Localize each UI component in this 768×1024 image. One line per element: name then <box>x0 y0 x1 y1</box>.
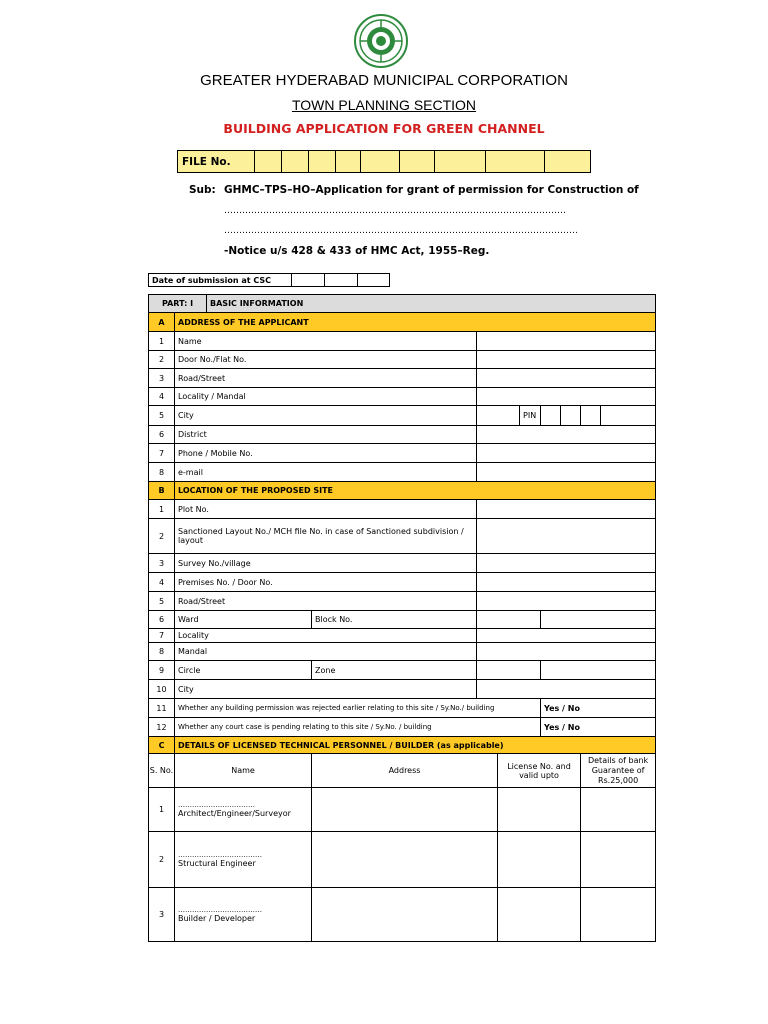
section-a-title: ADDRESS OF THE APPLICANT <box>175 313 656 332</box>
mandal-input[interactable] <box>477 643 656 661</box>
name-blank: …………………………… <box>178 801 255 809</box>
row-number: 2 <box>149 519 175 554</box>
row-number: 2 <box>149 351 175 369</box>
row-number: 5 <box>149 406 175 426</box>
table-row <box>149 592 656 611</box>
circle-input[interactable] <box>477 661 541 680</box>
table-header-row <box>149 754 656 788</box>
pin-label: PIN <box>520 406 541 426</box>
field-label: Name <box>175 332 477 351</box>
yes-no-choice[interactable]: Yes / No <box>541 699 656 718</box>
site-locality-input[interactable] <box>477 629 656 643</box>
table-row <box>149 788 656 832</box>
table-row <box>149 832 656 888</box>
license-cell[interactable] <box>498 832 581 888</box>
file-no-cell[interactable] <box>336 151 361 173</box>
row-number: 11 <box>149 699 175 718</box>
email-input[interactable] <box>477 463 656 482</box>
row-number: 1 <box>149 500 175 519</box>
row-number: 4 <box>149 573 175 592</box>
personnel-cell[interactable] <box>175 832 312 888</box>
table-row <box>149 611 656 629</box>
row-number: 5 <box>149 592 175 611</box>
plot-no-input[interactable] <box>477 500 656 519</box>
table-row <box>149 888 656 942</box>
table-row <box>149 519 656 554</box>
part-title: BASIC INFORMATION <box>207 295 656 313</box>
part-header-row <box>149 295 656 313</box>
row-number: 7 <box>149 444 175 463</box>
date-cell[interactable] <box>325 274 358 287</box>
premises-no-input[interactable] <box>477 573 656 592</box>
section-b-header <box>149 482 656 500</box>
pin-digit[interactable] <box>601 406 656 426</box>
section-title: TOWN PLANNING SECTION <box>291 97 477 113</box>
field-label: Locality <box>175 629 477 643</box>
field-label: Road/Street <box>175 592 477 611</box>
file-no-cell[interactable] <box>486 151 545 173</box>
section-a-letter: A <box>149 313 175 332</box>
section-c-header <box>149 737 656 754</box>
zone-input[interactable] <box>541 661 656 680</box>
row-number: 3 <box>149 888 175 942</box>
file-no-box <box>177 150 591 173</box>
row-number: 3 <box>149 369 175 388</box>
table-row <box>149 500 656 519</box>
subject-line-4: -Notice u/s 428 & 433 of HMC Act, 1955–Reg. <box>224 245 490 257</box>
field-label: City <box>175 680 477 699</box>
col-header-name: Name <box>175 754 312 788</box>
application-title: BUILDING APPLICATION FOR GREEN CHANNEL <box>223 121 545 136</box>
row-number: 1 <box>149 332 175 351</box>
table-row <box>149 718 656 737</box>
col-header-license: License No. and valid upto <box>498 754 581 788</box>
field-label: Mandal <box>175 643 477 661</box>
section-a-header <box>149 313 656 332</box>
file-no-cell[interactable] <box>400 151 435 173</box>
name-blank: ……………………………… <box>178 851 262 859</box>
subject-line-1: GHMC–TPS–HO–Application for grant of permission for Construction of <box>224 184 639 196</box>
file-no-cell[interactable] <box>282 151 309 173</box>
file-no-cell[interactable] <box>361 151 400 173</box>
date-cell[interactable] <box>292 274 325 287</box>
row-number: 1 <box>149 788 175 832</box>
field-label: Locality / Mandal <box>175 388 477 406</box>
file-no-cell[interactable] <box>545 151 591 173</box>
row-number: 7 <box>149 629 175 643</box>
table-row <box>149 661 656 680</box>
address-cell[interactable] <box>312 788 498 832</box>
personnel-role: Builder / Developer <box>178 914 256 923</box>
personnel-role: Structural Engineer <box>178 859 256 868</box>
table-row <box>149 554 656 573</box>
row-number: 3 <box>149 554 175 573</box>
date-of-submission-box <box>148 273 390 287</box>
district-input[interactable] <box>477 426 656 444</box>
yes-no-choice[interactable]: Yes / No <box>541 718 656 737</box>
name-input[interactable] <box>477 332 656 351</box>
col-header-sno: S. No. <box>149 754 175 788</box>
table-row <box>149 351 656 369</box>
personnel-cell[interactable] <box>175 788 312 832</box>
table-row <box>149 699 656 718</box>
field-label: e-mail <box>175 463 477 482</box>
table-row <box>149 629 656 643</box>
bank-guarantee-cell[interactable] <box>581 888 656 942</box>
field-label: Phone / Mobile No. <box>175 444 477 463</box>
part-number: PART: I <box>149 295 207 313</box>
field-label: Plot No. <box>175 500 477 519</box>
personnel-cell[interactable] <box>175 888 312 942</box>
field-label: Road/Street <box>175 369 477 388</box>
table-row <box>149 369 656 388</box>
file-no-cell[interactable] <box>309 151 336 173</box>
table-row <box>149 573 656 592</box>
field-label: Zone <box>312 661 477 680</box>
table-row <box>149 463 656 482</box>
city-input[interactable] <box>477 406 520 426</box>
application-form-table <box>148 294 656 942</box>
subject-line-2: …………………………………………………………………………………………………… <box>224 206 566 216</box>
row-number: 2 <box>149 832 175 888</box>
table-row <box>149 332 656 351</box>
address-cell[interactable] <box>312 832 498 888</box>
table-row <box>149 680 656 699</box>
col-header-address: Address <box>312 754 498 788</box>
row-number: 6 <box>149 611 175 629</box>
locality-mandal-input[interactable] <box>477 388 656 406</box>
row-number: 8 <box>149 643 175 661</box>
door-no-input[interactable] <box>477 351 656 369</box>
field-label: Block No. <box>312 611 477 629</box>
table-row <box>149 426 656 444</box>
date-cell[interactable] <box>358 274 390 287</box>
ward-input[interactable] <box>477 611 541 629</box>
license-cell[interactable] <box>498 888 581 942</box>
bank-guarantee-cell[interactable] <box>581 832 656 888</box>
table-row <box>149 643 656 661</box>
license-cell[interactable] <box>498 788 581 832</box>
file-no-label: FILE No. <box>178 151 255 173</box>
pin-digit[interactable] <box>581 406 601 426</box>
ghmc-emblem-icon <box>354 14 408 68</box>
field-label: Survey No./village <box>175 554 477 573</box>
file-no-cell[interactable] <box>435 151 486 173</box>
field-label: Ward <box>175 611 312 629</box>
phone-input[interactable] <box>477 444 656 463</box>
table-row <box>149 388 656 406</box>
row-number: 10 <box>149 680 175 699</box>
field-label: Sanctioned Layout No./ MCH file No. in case of Sanctioned subdivision / layout <box>175 519 477 554</box>
date-of-submission-label: Date of submission at CSC <box>149 274 292 287</box>
road-street-input[interactable] <box>477 369 656 388</box>
layout-no-input[interactable] <box>477 519 656 554</box>
bank-guarantee-cell[interactable] <box>581 788 656 832</box>
section-b-title: LOCATION OF THE PROPOSED SITE <box>175 482 656 500</box>
site-city-input[interactable] <box>477 680 656 699</box>
site-road-input[interactable] <box>477 592 656 611</box>
address-cell[interactable] <box>312 888 498 942</box>
section-b-letter: B <box>149 482 175 500</box>
field-label: Circle <box>175 661 312 680</box>
table-row <box>149 444 656 463</box>
question-text: Whether any building permission was rejected earlier relating to this site / Sy.No./ building <box>175 699 541 718</box>
question-text: Whether any court case is pending relating to this site / Sy.No. / building <box>175 718 541 737</box>
row-number: 12 <box>149 718 175 737</box>
name-blank: ……………………………… <box>178 906 262 914</box>
table-row <box>149 406 656 426</box>
section-c-title: DETAILS OF LICENSED TECHNICAL PERSONNEL / BUILDER (as applicable) <box>175 737 656 754</box>
survey-no-input[interactable] <box>477 554 656 573</box>
row-number: 6 <box>149 426 175 444</box>
personnel-role: Architect/Engineer/Surveyor <box>178 809 291 818</box>
field-label: District <box>175 426 477 444</box>
file-no-cell[interactable] <box>255 151 282 173</box>
block-no-input[interactable] <box>541 611 656 629</box>
subject-line-3: ………………………………………………………………………………………………………. <box>224 226 578 236</box>
field-label: City <box>175 406 477 426</box>
org-title: GREATER HYDERABAD MUNICIPAL CORPORATION <box>200 72 568 89</box>
pin-digit[interactable] <box>541 406 561 426</box>
pin-digit[interactable] <box>561 406 581 426</box>
row-number: 8 <box>149 463 175 482</box>
subject-prefix: Sub: <box>189 184 216 196</box>
field-label: Door No./Flat No. <box>175 351 477 369</box>
row-number: 4 <box>149 388 175 406</box>
section-c-letter: C <box>149 737 175 754</box>
field-label: Premises No. / Door No. <box>175 573 477 592</box>
row-number: 9 <box>149 661 175 680</box>
col-header-bank-guarantee: Details of bank Guarantee of Rs.25,000 <box>581 754 656 788</box>
